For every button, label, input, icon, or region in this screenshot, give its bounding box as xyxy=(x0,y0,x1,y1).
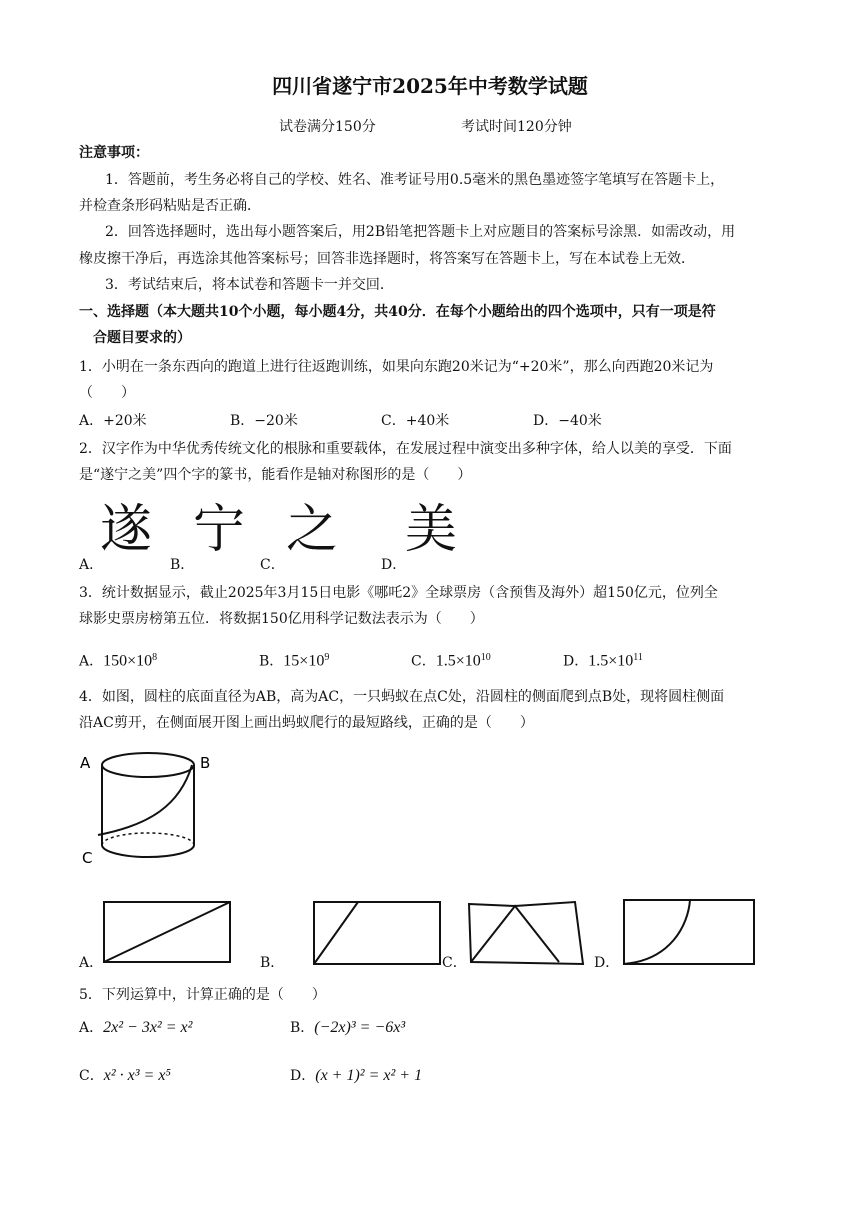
label-a: A xyxy=(80,754,91,772)
seal-char-mei: 美 xyxy=(405,500,458,560)
q1-option-c: C．+40米 xyxy=(381,413,450,429)
q4-figure-d xyxy=(620,896,770,968)
time-limit: 考试时间120分钟 xyxy=(461,119,572,135)
question-2: 2．汉字作为中华优秀传统文化的根脉和重要载体，在发展过程中演变出多种字体，给人以美的享受．下面 xyxy=(79,441,732,457)
q3-option-c: C．$1.5\times 10^{10}$ xyxy=(411,652,491,670)
q3-option-b: B．$15\times 10^9$ xyxy=(259,652,330,670)
notice-item-2: 2．回答选择题时，选出每小题答案后，用2B铅笔把答题卡上对应题目的答案标号涂黑．如需改动，用 xyxy=(105,224,736,240)
question-1-bracket: （ ） xyxy=(79,385,135,401)
notice-heading: 注意事项： xyxy=(79,145,149,161)
section-heading-cont: 合题目要求的） xyxy=(93,330,191,346)
label-b: B xyxy=(200,754,211,772)
q2-option-d: D． xyxy=(381,557,407,573)
question-1: 1．小明在一条东西向的跑道上进行往返跑训练，如果向东跑20米记为“+20米”，那么向西跑20米记为 xyxy=(79,359,714,375)
q5-option-b: B．(−2x)³ = −6x³ xyxy=(290,1019,406,1036)
seal-char-ning: 宁 xyxy=(193,500,246,560)
seal-char-sui: 遂 xyxy=(100,500,153,560)
q4-option-b: B． xyxy=(260,955,285,971)
question-3-cont: 球影史票房榜第五位．将数据150亿用科学记数法表示为（ ） xyxy=(79,611,484,627)
q2-option-c: C． xyxy=(260,557,285,573)
q4-figure-a xyxy=(100,898,240,968)
notice-item-1: 1．答题前，考生务必将自己的学校、姓名、准考证号用0.5毫米的黑色墨迹签字笔填写在答题卡上， xyxy=(105,172,725,188)
label-c: C xyxy=(82,849,93,867)
cylinder-figure xyxy=(80,745,230,875)
question-2-cont: 是“遂宁之美”四个字的篆书，能看作是轴对称图形的是（ ） xyxy=(79,467,472,483)
q3-option-d: D．$1.5\times 10^{11}$ xyxy=(563,652,643,670)
page-title: 四川省遂宁市2025年中考数学试题 xyxy=(272,74,588,98)
q4-option-a: A． xyxy=(79,955,104,971)
notice-item-1-cont: 并检查条形码粘贴是否正确． xyxy=(79,198,261,214)
question-3: 3．统计数据显示，截止2025年3月15日电影《哪吒2》全球票房（含预售及海外）超150亿元，位列全 xyxy=(79,585,718,601)
q4-figure-c xyxy=(465,898,605,968)
question-4: 4．如图，圆柱的底面直径为AB，高为AC，一只蚂蚁在点C处，沿圆柱的侧面爬到点B处，现将圆柱侧面 xyxy=(79,689,725,705)
q3-option-a: A．$150\times 10^8$ xyxy=(79,652,158,670)
q1-option-a: A．+20米 xyxy=(79,413,147,429)
q5-option-d: D．(x + 1)² = x² + 1 xyxy=(290,1067,423,1084)
section-heading: 一、选择题（本大题共10个小题，每小题4分，共40分．在每个小题给出的四个选项中，只有一项是符 xyxy=(79,304,716,320)
q4-option-c: C． xyxy=(442,955,467,971)
question-4-cont: 沿AC剪开，在侧面展开图上画出蚂蚁爬行的最短路线，正确的是（ ） xyxy=(79,715,534,731)
q5-option-c: C．x² · x³ = x⁵ xyxy=(79,1067,171,1084)
seal-char-zhi: 之 xyxy=(286,500,339,560)
q1-option-b: B．−20米 xyxy=(230,413,298,429)
full-score: 试卷满分150分 xyxy=(279,119,376,135)
q2-option-a: A． xyxy=(79,557,104,573)
q1-option-d: D．−40米 xyxy=(533,413,602,429)
notice-item-2-cont: 橡皮擦干净后，再选涂其他答案标号；回答非选择题时，将答案写在答题卡上，写在本试卷上无效． xyxy=(79,251,695,267)
q2-option-b: B． xyxy=(170,557,195,573)
q5-option-a: A．2x² − 3x² = x² xyxy=(79,1019,193,1036)
notice-item-3: 3．考试结束后，将本试卷和答题卡一并交回． xyxy=(105,277,394,293)
question-5: 5．下列运算中，计算正确的是（ ） xyxy=(79,987,326,1003)
q4-figure-b xyxy=(310,898,450,968)
q4-option-d: D． xyxy=(594,955,620,971)
